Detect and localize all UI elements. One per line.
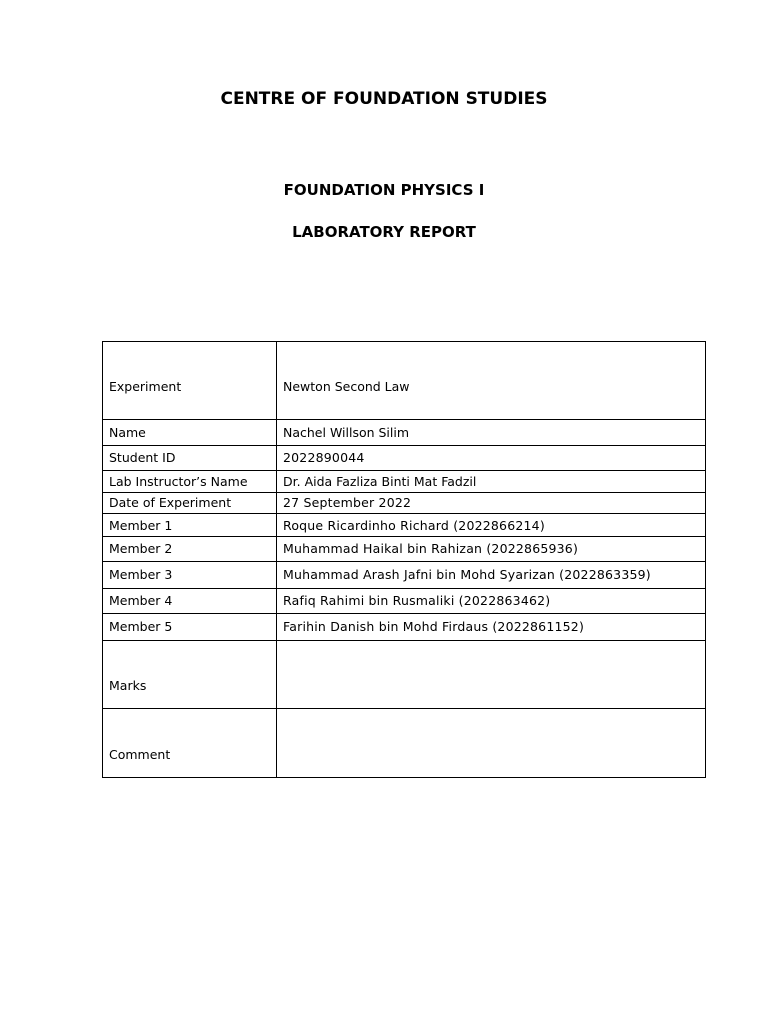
table-row-name <box>103 420 706 446</box>
comment-label: Comment <box>103 709 277 778</box>
student-id-label: Student ID <box>103 446 277 471</box>
date-value: 27 September 2022 <box>277 493 706 514</box>
date-label: Date of Experiment <box>103 493 277 514</box>
table-row-date <box>103 493 706 514</box>
member-3-value: Muhammad Arash Jafni bin Mohd Syarizan (2022863359) <box>277 562 706 589</box>
table-row-experiment <box>103 342 706 420</box>
lab-instructor-label: Lab Instructor’s Name <box>103 471 277 493</box>
comment-value <box>277 709 706 778</box>
student-id-value: 2022890044 <box>277 446 706 471</box>
report-info-table <box>102 341 706 778</box>
table-row-member-3 <box>103 562 706 589</box>
lab-instructor-value: Dr. Aida Fazliza Binti Mat Fadzil <box>277 471 706 493</box>
table-row-member-5 <box>103 614 706 641</box>
course-title: FOUNDATION PHYSICS I <box>283 181 485 199</box>
member-5-label: Member 5 <box>103 614 277 641</box>
table-row-comment <box>103 709 706 778</box>
institution-title: CENTRE OF FOUNDATION STUDIES <box>220 89 548 109</box>
marks-value <box>277 641 706 709</box>
member-5-value: Farihin Danish bin Mohd Firdaus (2022861152) <box>277 614 706 641</box>
member-3-label: Member 3 <box>103 562 277 589</box>
table-row-member-2 <box>103 537 706 562</box>
table-row-member-4 <box>103 589 706 614</box>
table-row-lab-instructor <box>103 471 706 493</box>
member-4-label: Member 4 <box>103 589 277 614</box>
marks-label: Marks <box>103 641 277 709</box>
table-row-marks <box>103 641 706 709</box>
table-row-student-id <box>103 446 706 471</box>
member-2-label: Member 2 <box>103 537 277 562</box>
experiment-value: Newton Second Law <box>277 342 706 420</box>
table-row-member-1 <box>103 514 706 537</box>
name-value: Nachel Willson Silim <box>277 420 706 446</box>
experiment-label: Experiment <box>103 342 277 420</box>
report-type-title: LABORATORY REPORT <box>292 223 476 241</box>
member-2-value: Muhammad Haikal bin Rahizan (2022865936) <box>277 537 706 562</box>
member-4-value: Rafiq Rahimi bin Rusmaliki (2022863462) <box>277 589 706 614</box>
member-1-label: Member 1 <box>103 514 277 537</box>
member-1-value: Roque Ricardinho Richard (2022866214) <box>277 514 706 537</box>
name-label: Name <box>103 420 277 446</box>
